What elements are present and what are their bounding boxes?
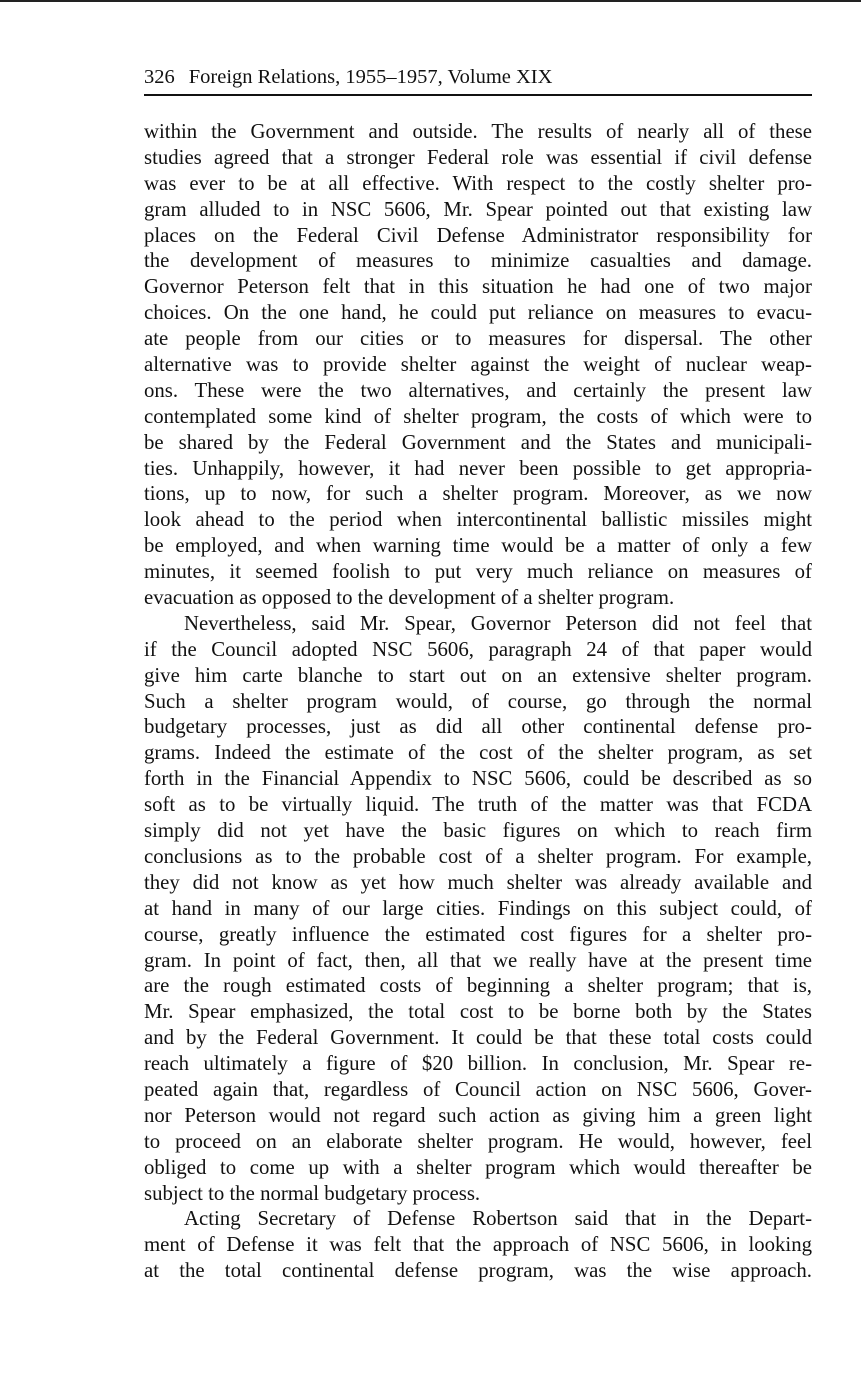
text-line: ate people from our cities or to measures for dispersal. The other [144,327,812,351]
running-head [144,64,812,96]
text-line: ons. These were the two alternatives, and certainly the present law [144,378,812,402]
body-text [144,119,812,1284]
text-line: nor Peterson would not regard such action as giving him a green light [144,1103,812,1127]
text-line: soft as to be virtually liquid. The truth of the matter was that FCDA [144,793,812,817]
text-line: are the rough estimated costs of beginning a shelter program; that is, [144,974,812,998]
running-title: Foreign Relations, 1955–1957, Volume XIX [188,66,553,88]
text-line: studies agreed that a stronger Federal role was essential if civil defense [144,145,812,169]
text-line: evacuation as opposed to the development of a shelter program. [144,586,675,610]
text-line: reach ultimately a figure of $20 billion. In conclusion, Mr. Spear re- [144,1052,812,1076]
text-line: to proceed on an elaborate shelter program. He would, however, feel [144,1129,812,1153]
text-line: within the Government and outside. The results of nearly all of these [144,120,812,143]
text-line: if the Council adopted NSC 5606, paragraph 24 of that paper would [144,637,812,661]
text-line: ment of Defense it was felt that the approach of NSC 5606, in looking [144,1233,812,1257]
text-line: be employed, and when warning time would be a matter of only a few [144,534,812,558]
text-line: gram alluded to in NSC 5606, Mr. Spear pointed out that existing law [144,197,812,221]
text-line: conclusions as to the probable cost of a shelter program. For example, [144,844,812,868]
text-line: forth in the Financial Appendix to NSC 5606, could be described as so [144,767,812,791]
text-line: minutes, it seemed foolish to put very much reliance on measures of [144,560,812,584]
text-line: places on the Federal Civil Defense Administrator responsibility for [144,223,812,247]
text-line: ties. Unhappily, however, it had never been possible to get appropria- [144,456,812,480]
text-line: contemplated some kind of shelter program, the costs of which were to [144,404,812,428]
text-line: and by the Federal Government. It could be that these total costs could [144,1026,812,1050]
text-line: at hand in many of our large cities. Findings on this subject could, of [144,896,812,920]
text-line: obliged to come up with a shelter program which would thereafter be [144,1155,812,1179]
text-line: Acting Secretary of Defense Robertson said that in the Depart- [184,1207,812,1231]
paragraph-3 [144,1206,812,1284]
text-line: Nevertheless, said Mr. Spear, Governor Peterson did not feel that [184,611,812,635]
paragraph-1 [144,119,812,611]
text-line: they did not know as yet how much shelter was already available and [144,870,812,894]
text-line: alternative was to provide shelter against the weight of nuclear weap- [144,353,812,377]
text-line: Such a shelter program would, of course, go through the normal [144,689,812,713]
text-line: was ever to be at all effective. With respect to the costly shelter pro- [144,171,812,195]
top-border-rule [0,0,861,2]
text-line: grams. Indeed the estimate of the cost of the shelter program, as set [144,741,812,765]
text-line: choices. On the one hand, he could put reliance on measures to evacu- [144,301,812,325]
page-number: 326 [144,66,175,88]
text-line: budgetary processes, just as did all other continental defense pro- [144,715,812,739]
text-line: the development of measures to minimize casualties and damage. [144,249,812,273]
text-line: Mr. Spear emphasized, the total cost to be borne both by the States [144,1000,812,1024]
text-line: give him carte blanche to start out on an extensive shelter program. [144,663,812,687]
text-line: peated again that, regardless of Council action on NSC 5606, Gover- [144,1077,812,1101]
text-line: look ahead to the period when intercontinental ballistic missiles might [144,508,812,532]
text-line: simply did not yet have the basic figures on which to reach firm [144,819,812,843]
text-line: tions, up to now, for such a shelter program. Moreover, as we now [144,482,812,506]
paragraph-2 [144,611,812,1206]
text-line: be shared by the Federal Government and the States and municipali- [144,430,812,454]
text-line: gram. In point of fact, then, all that we really have at the present time [144,948,812,972]
text-line: course, greatly influence the estimated cost figures for a shelter pro- [144,922,812,946]
text-line: at the total continental defense program, was the wise approach. [144,1259,812,1283]
text-line: Governor Peterson felt that in this situation he had one of two major [144,275,812,299]
text-line: subject to the normal budgetary process. [144,1181,481,1205]
